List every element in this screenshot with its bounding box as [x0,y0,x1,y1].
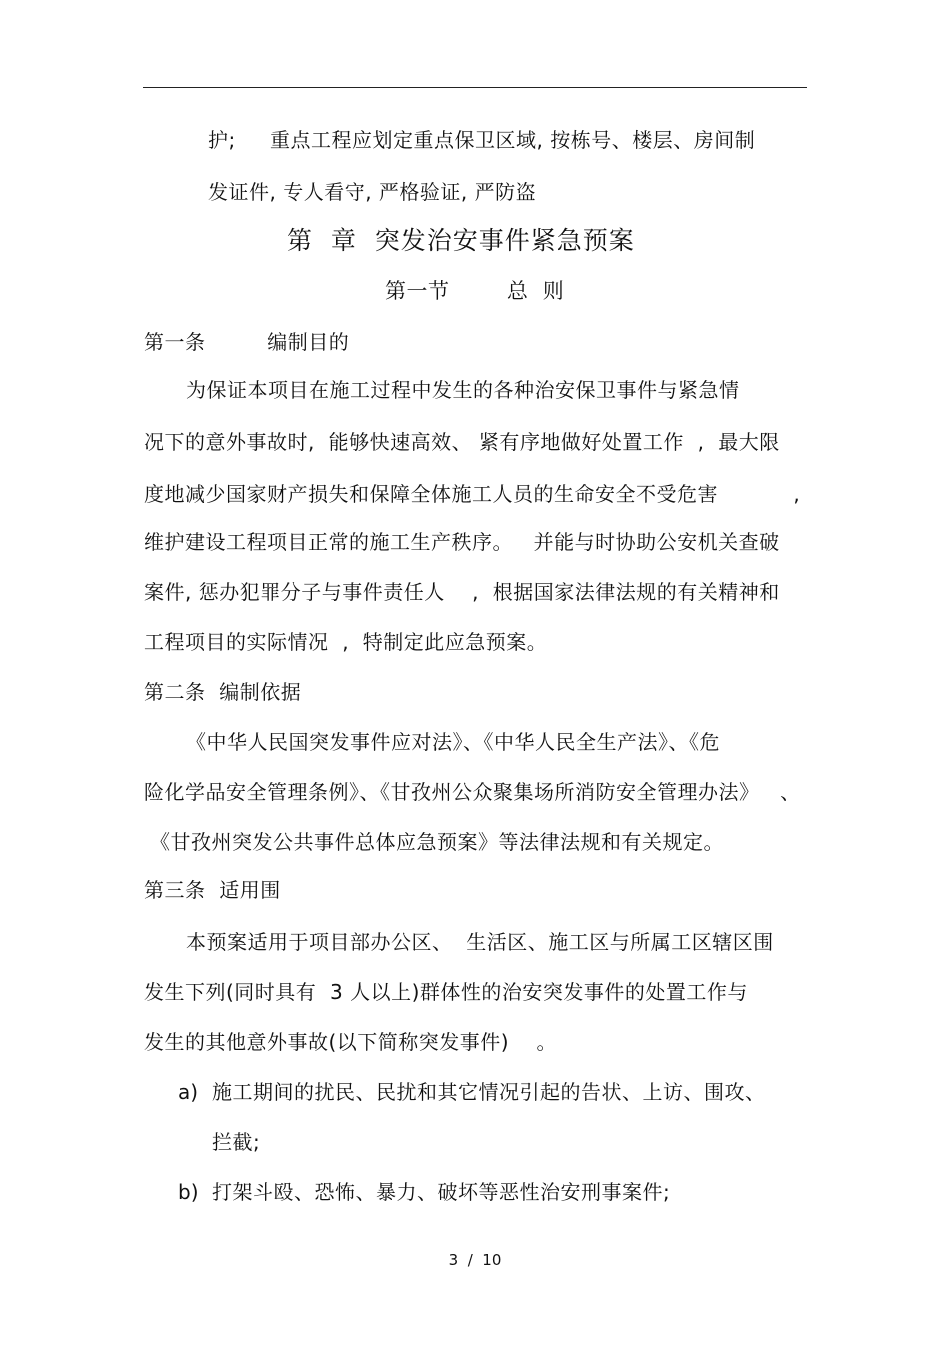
article-3-paragraph-line: 本预案适用于项目部办公区、 生活区、施工区与所属工区辖区围 [186,930,774,954]
article-1-paragraph-line: 度地减少国家财产损失和保障全体施工人员的生命安全不受危害 , [144,482,801,506]
article-2-paragraph-line: 《甘孜州突发公共事件总体应急预案》等法律法规和有关规定。 [150,830,724,854]
list-item-text: 施工期间的扰民、民扰和其它情况引起的告状、上访、围攻、 [212,1080,766,1104]
chapter-title: 第 章 突发治安事件紧急预案 [287,226,635,255]
article-1-paragraph-line: 维护建设工程项目正常的施工生产秩序。 并能与时协助公安机关查破 [144,530,780,554]
article-1-paragraph-line: 案件, 惩办犯罪分子与事件责任人 , 根据国家法律法规的有关精神和 [144,580,780,604]
list-item-marker: a) [178,1080,199,1104]
section-title: 第一节 总 则 [385,279,565,303]
header-rule [143,87,807,88]
article-1-heading: 第一条 编制目的 [144,330,350,354]
article-3-heading: 第三条 适用围 [144,878,281,902]
article-2-heading: 第二条 编制依据 [144,680,302,704]
article-2-paragraph-line: 《中华人民国突发事件应对法》、《中华人民全生产法》、《危 [186,730,720,754]
article-1-paragraph-line: 为保证本项目在施工过程中发生的各种治安保卫事件与紧急情 [186,378,740,402]
article-3-paragraph-line: 发生的其他意外事故(以下简称突发事件) 。 [144,1030,558,1054]
article-1-paragraph-line: 工程项目的实际情况 , 特制定此应急预案。 [144,630,548,654]
continuation-line-1: 护; 重点工程应划定重点保卫区域, 按栋号、楼层、房间制 [208,128,756,152]
list-item-text: 拦截; [212,1130,261,1154]
continuation-line-2: 发证件, 专人看守, 严格验证, 严防盗 [208,180,537,204]
page-number: 3 / 10 [448,1251,502,1269]
article-2-paragraph-line: 险化学品安全管理条例》、《甘孜州公众聚集场所消防安全管理办法》 、 [144,780,801,804]
list-item-marker: b) [178,1180,199,1204]
article-3-paragraph-line: 发生下列(同时具有 3 人以上)群体性的治安突发事件的处置工作与 [144,980,748,1004]
article-1-paragraph-line: 况下的意外事故时, 能够快速高效、 紧有序地做好处置工作 , 最大限 [144,430,780,454]
list-item-text: 打架斗殴、恐怖、暴力、破坏等恶性治安刑事案件; [212,1180,671,1204]
